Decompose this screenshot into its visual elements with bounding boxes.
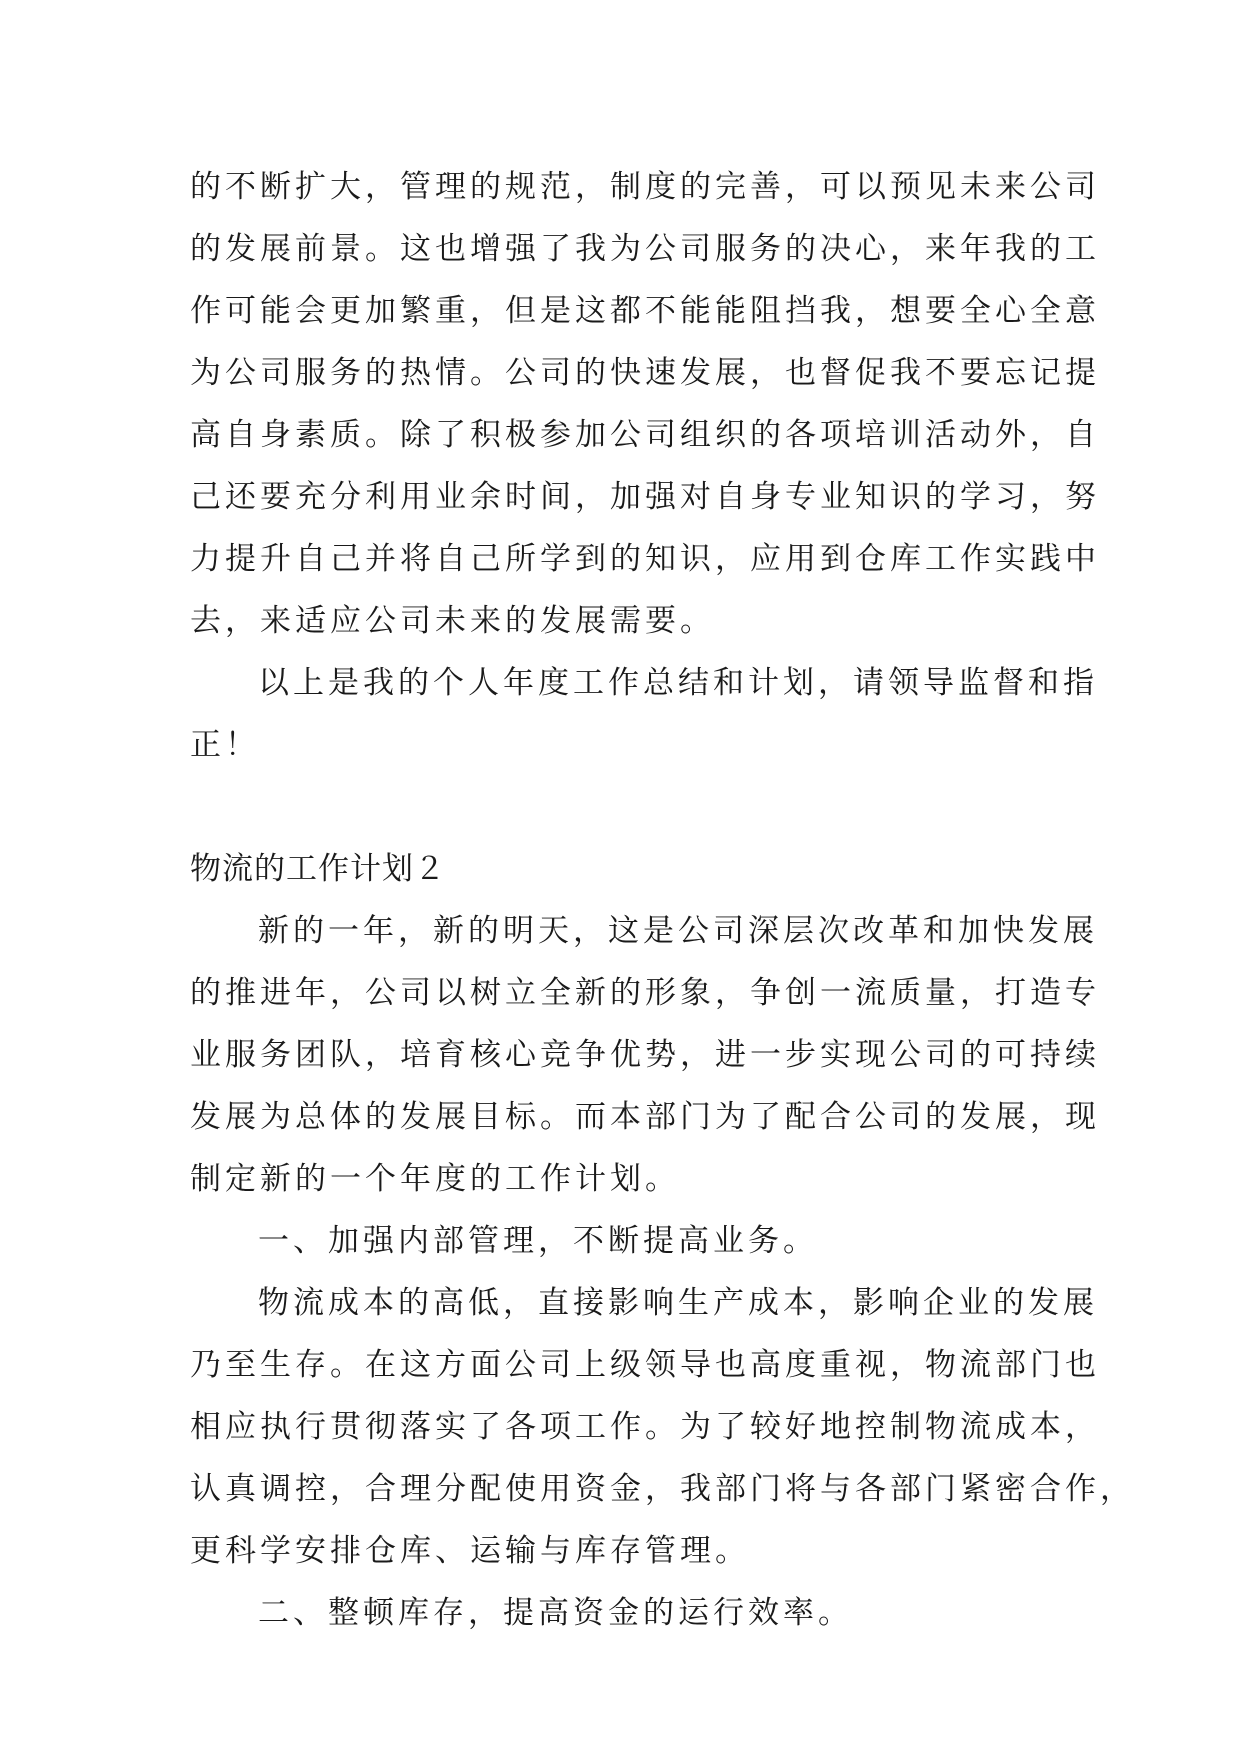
subsection-title: 一、加强内部管理，不断提高业务。: [258, 1223, 818, 1259]
text-line: 去，来适应公司未来的发展需要。: [190, 603, 715, 639]
text-line: 作可能会更加繁重，但是这都不能能阻挡我，想要全心全意: [190, 293, 1100, 329]
text-line: 物流成本的高低，直接影响生产成本，影响企业的发展: [258, 1285, 1098, 1321]
text-line: 制定新的一个年度的工作计划。: [190, 1161, 680, 1197]
text-line: 力提升自己并将自己所学到的知识，应用到仓库工作实践中: [190, 541, 1100, 577]
blank-line: [190, 776, 1070, 838]
paragraph-intro: [190, 900, 1100, 1210]
text-line: 的推进年，公司以树立全新的形象，争创一流质量，打造专: [190, 975, 1100, 1011]
text-line: 乃至生存。在这方面公司上级领导也高度重视，物流部门也: [190, 1347, 1100, 1383]
text-line: 相应执行贯彻落实了各项工作。为了较好地控制物流成本，: [190, 1409, 1100, 1445]
text-line: 发展为总体的发展目标。而本部门为了配合公司的发展，现: [190, 1099, 1100, 1135]
text-line: 为公司服务的热情。公司的快速发展，也督促我不要忘记提: [190, 355, 1100, 391]
text-line: 以上是我的个人年度工作总结和计划，请领导监督和指: [258, 665, 1098, 701]
section-heading: 物流的工作计划２: [190, 851, 446, 887]
subsection-title: 二、整顿库存，提高资金的运行效率。: [258, 1595, 853, 1631]
text-line: 己还要充分利用业余时间，加强对自身专业知识的学习，努: [190, 479, 1100, 515]
paragraph-closing: [190, 652, 1098, 776]
text-line: 业服务团队，培育核心竞争优势，进一步实现公司的可持续: [190, 1037, 1100, 1073]
text-line: 认真调控，合理分配使用资金，我部门将与各部门紧密合作，: [190, 1471, 1135, 1507]
text-line: 的不断扩大，管理的规范，制度的完善，可以预见未来公司: [190, 169, 1100, 205]
document-body: [190, 156, 1135, 1644]
paragraph-continuation: [190, 156, 1100, 652]
paragraph-logistics-cost: [190, 1272, 1135, 1582]
text-line: 新的一年，新的明天，这是公司深层次改革和加快发展: [258, 913, 1098, 949]
text-line: 的发展前景。这也增强了我为公司服务的决心，来年我的工: [190, 231, 1100, 267]
text-line: 正！: [190, 727, 260, 763]
text-line: 更科学安排仓库、运输与库存管理。: [190, 1533, 750, 1569]
text-line: 高自身素质。除了积极参加公司组织的各项培训活动外，自: [190, 417, 1100, 453]
